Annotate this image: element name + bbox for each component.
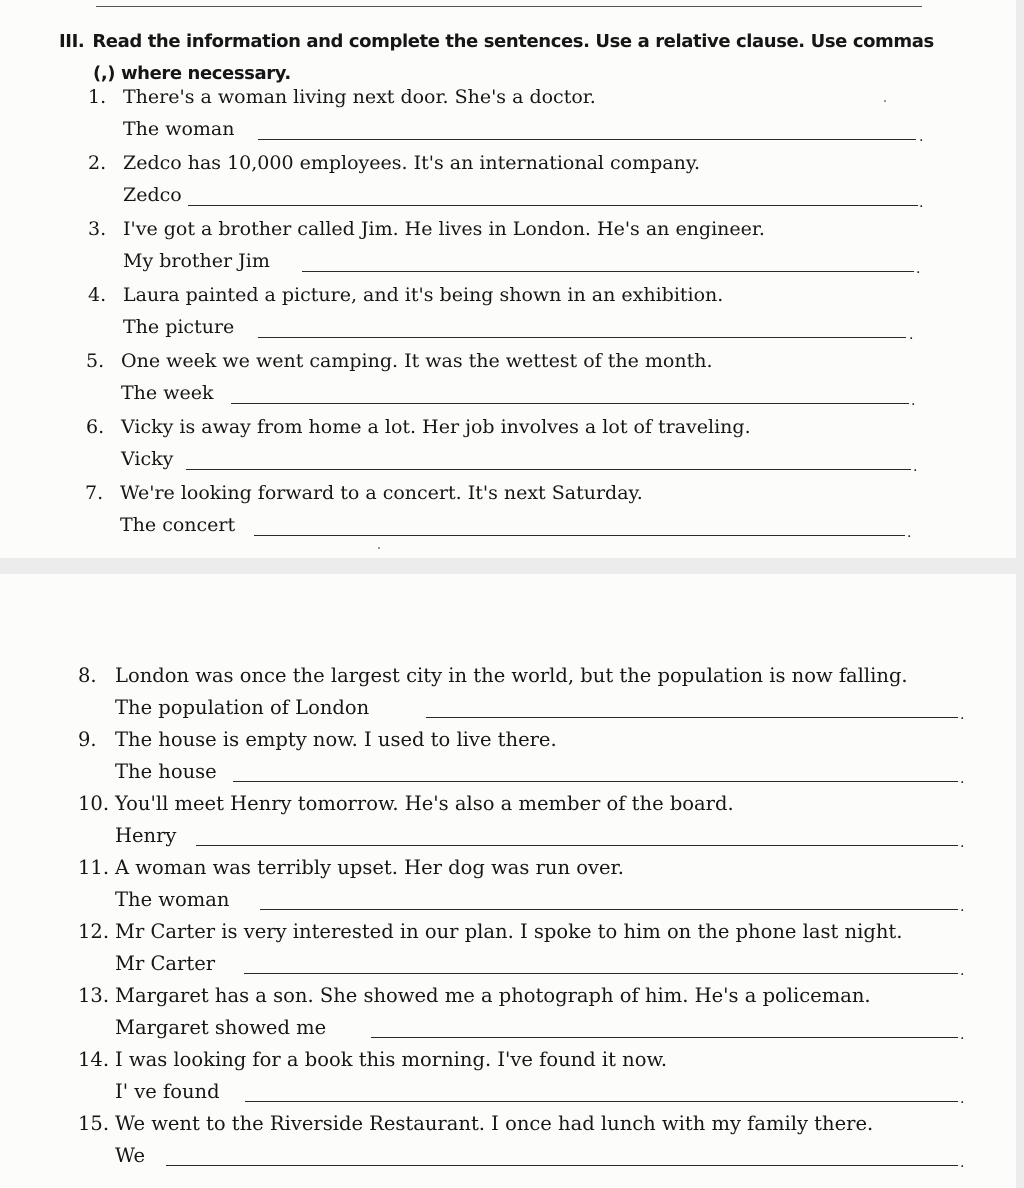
exercise-number: 15. bbox=[78, 1112, 110, 1135]
sentence-end-period: . bbox=[960, 1091, 965, 1107]
answer-blank[interactable] bbox=[371, 1037, 958, 1038]
exercise-heading bbox=[59, 26, 959, 90]
sentence-end-period: . bbox=[960, 771, 965, 787]
answer-blank[interactable] bbox=[244, 973, 958, 974]
exercise-number: 10. bbox=[78, 792, 110, 815]
heading-line-2: (,) where necessary. bbox=[93, 63, 291, 84]
exercise-number: 6. bbox=[86, 416, 105, 438]
scan-speck bbox=[884, 100, 886, 102]
heading-number: III. bbox=[59, 31, 85, 52]
exercise-sentence: We went to the Riverside Restaurant. I once had lunch with my family there. bbox=[115, 1112, 874, 1135]
exercise-sentence: Laura painted a picture, and it's being shown in an exhibition. bbox=[123, 284, 724, 306]
exercise-number: 12. bbox=[78, 920, 110, 943]
answer-blank[interactable] bbox=[231, 403, 909, 404]
sentence-end-period: . bbox=[960, 963, 965, 979]
exercise-sentence: I was looking for a book this morning. I've found it now. bbox=[115, 1048, 668, 1071]
sentence-end-period: . bbox=[919, 129, 924, 145]
exercise-sentence: You'll meet Henry tomorrow. He's also a member of the board. bbox=[115, 792, 734, 815]
exercise-sentence: There's a woman living next door. She's a doctor. bbox=[123, 86, 596, 108]
exercise-sentence: Mr Carter is very interested in our plan. I spoke to him on the phone last night. bbox=[115, 920, 903, 943]
exercise-sentence: Vicky is away from home a lot. Her job involves a lot of traveling. bbox=[121, 416, 751, 438]
scan-speck bbox=[378, 547, 380, 549]
exercise-sentence: A woman was terribly upset. Her dog was run over. bbox=[115, 856, 624, 879]
sentence-end-period: . bbox=[907, 525, 912, 541]
exercise-prompt: Margaret showed me bbox=[115, 1016, 327, 1039]
exercise-prompt: The concert bbox=[120, 514, 236, 536]
worksheet-page-bottom bbox=[0, 574, 1016, 1188]
answer-blank[interactable] bbox=[254, 535, 905, 536]
exercise-number: 4. bbox=[88, 284, 107, 306]
exercise-sentence-line bbox=[88, 284, 723, 306]
exercise-sentence: Margaret has a son. She showed me a photograph of him. He's a policeman. bbox=[115, 984, 871, 1007]
exercise-prompt: The woman bbox=[123, 118, 235, 140]
exercise-sentence-line bbox=[78, 984, 871, 1007]
exercise-prompt: Zedco bbox=[123, 184, 182, 206]
exercise-prompt: Henry bbox=[115, 824, 177, 847]
exercise-sentence: We're looking forward to a concert. It's next Saturday. bbox=[120, 482, 643, 504]
exercise-sentence-line bbox=[85, 482, 643, 504]
sentence-end-period: . bbox=[913, 459, 918, 475]
exercise-sentence-line bbox=[78, 728, 557, 751]
exercise-sentence: London was once the largest city in the world, but the population is now falling. bbox=[115, 664, 908, 687]
exercise-prompt: Vicky bbox=[121, 448, 174, 470]
top-rule bbox=[96, 6, 922, 7]
exercise-sentence: The house is empty now. I used to live there. bbox=[115, 728, 557, 751]
exercise-number: 5. bbox=[86, 350, 105, 372]
exercise-prompt: The picture bbox=[123, 316, 235, 338]
exercise-sentence: One week we went camping. It was the wettest of the month. bbox=[121, 350, 713, 372]
exercise-sentence-line bbox=[78, 856, 624, 879]
answer-blank[interactable] bbox=[260, 909, 958, 910]
exercise-prompt: We bbox=[115, 1144, 145, 1167]
exercise-prompt: My brother Jim bbox=[123, 250, 270, 272]
sentence-end-period: . bbox=[960, 1027, 965, 1043]
sentence-end-period: . bbox=[960, 707, 965, 723]
answer-blank[interactable] bbox=[188, 205, 918, 206]
answer-blank[interactable] bbox=[196, 845, 958, 846]
exercise-sentence-line bbox=[78, 920, 902, 943]
exercise-sentence-line bbox=[78, 1048, 667, 1071]
exercise-prompt: The population of London bbox=[115, 696, 370, 719]
answer-blank[interactable] bbox=[302, 271, 914, 272]
sentence-end-period: . bbox=[960, 1155, 965, 1171]
exercise-prompt: The woman bbox=[115, 888, 230, 911]
exercise-sentence-line bbox=[86, 350, 713, 372]
exercise-sentence-line bbox=[78, 664, 908, 687]
answer-blank[interactable] bbox=[186, 469, 911, 470]
answer-blank[interactable] bbox=[258, 337, 906, 338]
exercise-sentence-line bbox=[88, 218, 765, 240]
exercise-sentence-line bbox=[78, 792, 734, 815]
exercise-sentence-line bbox=[88, 86, 596, 108]
exercise-number: 9. bbox=[78, 728, 97, 751]
exercise-sentence: I've got a brother called Jim. He lives in London. He's an engineer. bbox=[123, 218, 765, 240]
heading-line-1: Read the information and complete the sentences. Use a relative clause. Use commas bbox=[92, 31, 934, 52]
exercise-sentence: Zedco has 10,000 employees. It's an international company. bbox=[123, 152, 701, 174]
answer-blank[interactable] bbox=[258, 139, 916, 140]
exercise-sentence-line bbox=[78, 1112, 873, 1135]
sentence-end-period: . bbox=[909, 327, 914, 343]
worksheet-page-top bbox=[0, 0, 1016, 558]
answer-blank[interactable] bbox=[166, 1165, 958, 1166]
exercise-sentence-line bbox=[88, 152, 700, 174]
exercise-number: 7. bbox=[85, 482, 104, 504]
exercise-prompt: I' ve found bbox=[115, 1080, 220, 1103]
exercise-number: 11. bbox=[78, 856, 110, 879]
exercise-number: 3. bbox=[88, 218, 107, 240]
answer-blank[interactable] bbox=[233, 781, 958, 782]
exercise-prompt: The house bbox=[115, 760, 217, 783]
exercise-number: 14. bbox=[78, 1048, 110, 1071]
answer-blank[interactable] bbox=[426, 717, 958, 718]
answer-blank[interactable] bbox=[245, 1101, 958, 1102]
exercise-number: 8. bbox=[78, 664, 97, 687]
exercise-sentence-line bbox=[86, 416, 751, 438]
sentence-end-period: . bbox=[919, 195, 924, 211]
sentence-end-period: . bbox=[911, 393, 916, 409]
exercise-prompt: The week bbox=[121, 382, 214, 404]
sentence-end-period: . bbox=[916, 261, 921, 277]
sentence-end-period: . bbox=[960, 835, 965, 851]
exercise-prompt: Mr Carter bbox=[115, 952, 216, 975]
exercise-number: 2. bbox=[88, 152, 107, 174]
exercise-number: 1. bbox=[88, 86, 107, 108]
sentence-end-period: . bbox=[960, 899, 965, 915]
exercise-number: 13. bbox=[78, 984, 110, 1007]
